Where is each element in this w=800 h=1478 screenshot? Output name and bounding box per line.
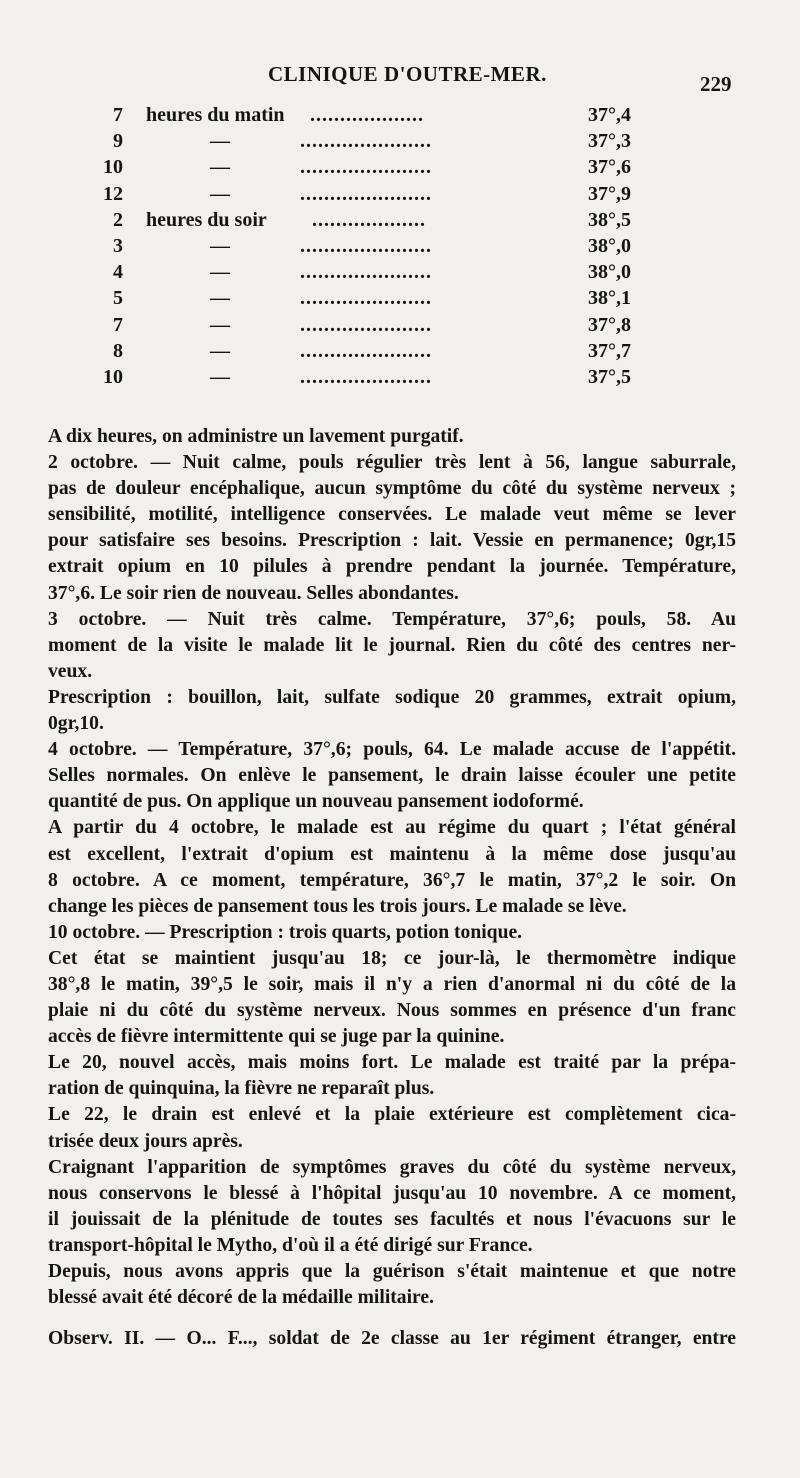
temperature-value: 37°,5 — [588, 365, 631, 388]
temperature-value: 37°,8 — [588, 313, 631, 336]
leader-dots: ...................... — [300, 182, 432, 205]
temperature-row — [0, 156, 800, 182]
temperature-label: — — [210, 156, 230, 179]
text-line: ration de quinquina, la fièvre ne reparaît plus. — [48, 1078, 435, 1100]
leader-dots: ................... — [310, 104, 424, 126]
temperature-label: — — [210, 287, 230, 310]
temperature-row — [0, 235, 800, 261]
temperature-hour: 12 — [103, 182, 123, 205]
temperature-label: — — [210, 313, 230, 336]
text-line: 38°,8 le matin, 39°,5 le soir, mais il n'y a rien d'anormal ni du côté de la — [48, 973, 736, 995]
text-line: 8 octobre. A ce moment, température, 36°,7 le matin, 37°,2 le soir. On — [48, 869, 736, 891]
temperature-hour: 3 — [113, 234, 123, 257]
page-number: 229 — [700, 72, 732, 96]
text-line: Depuis, nous avons appris que la guérison s'était maintenue et que notre — [48, 1261, 736, 1282]
leader-dots: ...................... — [300, 156, 432, 179]
temperature-value: 37°,7 — [588, 339, 631, 362]
temperature-label: heures du matin — [146, 104, 285, 126]
text-line: A dix heures, on administre un lavement purgatif. — [48, 426, 464, 447]
temperature-hour: 7 — [113, 313, 123, 336]
temperature-hour: 5 — [113, 287, 123, 310]
text-line: transport-hôpital le Mytho, d'où il a été dirigé sur France. — [48, 1234, 533, 1256]
text-line: sensibilité, motilité, intelligence conservées. Le malade veut même se lever — [48, 504, 736, 526]
temperature-label: — — [210, 130, 230, 153]
text-line: Craignant l'apparition de symptômes graves du côté du système nerveux, — [48, 1156, 736, 1178]
leader-dots: ...................... — [300, 287, 432, 310]
text-line: Cet état se maintient jusqu'au 18; ce jour-là, le thermomètre indique — [48, 947, 736, 969]
text-line: Le 22, le drain est enlevé et la plaie extérieure est complètement cica- — [48, 1104, 736, 1126]
temperature-label: — — [210, 182, 230, 205]
text-line: change les pièces de pansement tous les trois jours. Le malade se lève. — [48, 895, 627, 917]
text-line: nous conservons le blessé à l'hôpital jusqu'au 10 novembre. A ce moment, — [48, 1182, 736, 1204]
temperature-hour: 9 — [113, 130, 123, 153]
text-line: quantité de pus. On applique un nouveau pansement iodoformé. — [48, 791, 584, 813]
temperature-value: 37°,9 — [588, 182, 631, 205]
temperature-row — [0, 209, 800, 235]
temperature-row — [0, 314, 800, 340]
temperature-row — [0, 261, 800, 287]
leader-dots: ...................... — [300, 365, 432, 388]
text-line: accès de fièvre intermittente qui se juge par la quinine. — [48, 1026, 505, 1048]
text-line: 3 octobre. — Nuit très calme. Température, 37°,6; pouls, 58. Au — [48, 608, 736, 630]
text-line: veux. — [48, 660, 93, 682]
temperature-value: 38°,5 — [588, 208, 631, 231]
page-header — [0, 62, 800, 94]
text-line: Le 20, nouvel accès, mais moins fort. Le malade est traité par la prépa- — [48, 1052, 736, 1074]
temperature-value: 37°,6 — [588, 156, 631, 179]
text-line: Prescription : bouillon, lait, sulfate sodique 20 grammes, extrait opium, — [48, 686, 736, 708]
temperature-value: 37°,3 — [588, 130, 631, 153]
running-title: CLINIQUE D'OUTRE-MER. — [268, 62, 547, 86]
temperature-row — [0, 130, 800, 156]
temperature-hour: 8 — [113, 339, 123, 362]
leader-dots: ................... — [312, 208, 426, 231]
temperature-value: 38°,0 — [588, 261, 631, 284]
temperature-label: — — [210, 234, 230, 257]
temperature-label: — — [210, 261, 230, 284]
text-line: est excellent, l'extrait d'opium est maintenu à la même dose jusqu'au — [48, 843, 736, 865]
temperature-value: 38°,0 — [588, 234, 631, 257]
text-line: 2 octobre. — Nuit calme, pouls régulier très lent à 56, langue saburrale, — [48, 452, 736, 474]
leader-dots: ...................... — [300, 234, 432, 257]
temperature-value: 38°,1 — [588, 287, 631, 310]
text-line: plaie ni du côté du système nerveux. Nous sommes en présence d'un franc — [48, 1000, 736, 1022]
temperature-row — [0, 183, 800, 209]
temperature-label: heures du soir — [146, 208, 267, 231]
text-line: 37°,6. Le soir rien de nouveau. Selles abondantes. — [48, 582, 459, 604]
temperature-table — [0, 104, 800, 392]
leader-dots: ...................... — [300, 313, 432, 336]
text-line: A partir du 4 octobre, le malade est au régime du quart ; l'état général — [48, 817, 736, 839]
temperature-hour: 4 — [113, 261, 123, 284]
temperature-row — [0, 287, 800, 313]
leader-dots: ...................... — [300, 261, 432, 284]
text-line: trisée deux jours après. — [48, 1130, 243, 1152]
text-line: Selles normales. On enlève le pansement, le drain laisse écouler une petite — [48, 765, 736, 787]
text-line: pour satisfaire ses besoins. Prescription : lait. Vessie en permanence; 0gr,15 — [48, 530, 736, 552]
text-line: 10 octobre. — Prescription : trois quarts, potion tonique. — [48, 921, 523, 943]
temperature-label: — — [210, 365, 230, 388]
text-line: pas de douleur encéphalique, aucun symptôme du côté du système nerveux ; — [48, 478, 736, 500]
temperature-hour: 2 — [113, 208, 123, 231]
temperature-hour: 10 — [103, 365, 123, 388]
temperature-hour: 7 — [113, 104, 123, 126]
temperature-row — [0, 366, 800, 392]
text-line: 4 octobre. — Température, 37°,6; pouls, 64. Le malade accuse de l'appétit. — [48, 739, 736, 761]
leader-dots: ...................... — [300, 130, 432, 153]
text-line: blessé avait été décoré de la médaille militaire. — [48, 1287, 434, 1309]
temperature-row — [0, 340, 800, 366]
temperature-hour: 10 — [103, 156, 123, 179]
text-line: moment de la visite le malade lit le journal. Rien du côté des centres ner- — [48, 634, 736, 656]
temperature-value: 37°,4 — [588, 104, 631, 126]
temperature-label: — — [210, 339, 230, 362]
text-line: extrait opium en 10 pilules à prendre pendant la journée. Température, — [48, 556, 736, 578]
temperature-row — [0, 104, 800, 130]
body-text — [48, 424, 736, 1311]
text-line: il jouissait de la plénitude de toutes ses facultés et nous l'évacuons sur le — [48, 1208, 736, 1230]
observation-heading: Observ. II. — O... F..., soldat de 2e classe au 1er régiment étranger, entre — [48, 1328, 736, 1349]
text-line: 0gr,10. — [48, 713, 104, 735]
leader-dots: ...................... — [300, 339, 432, 362]
